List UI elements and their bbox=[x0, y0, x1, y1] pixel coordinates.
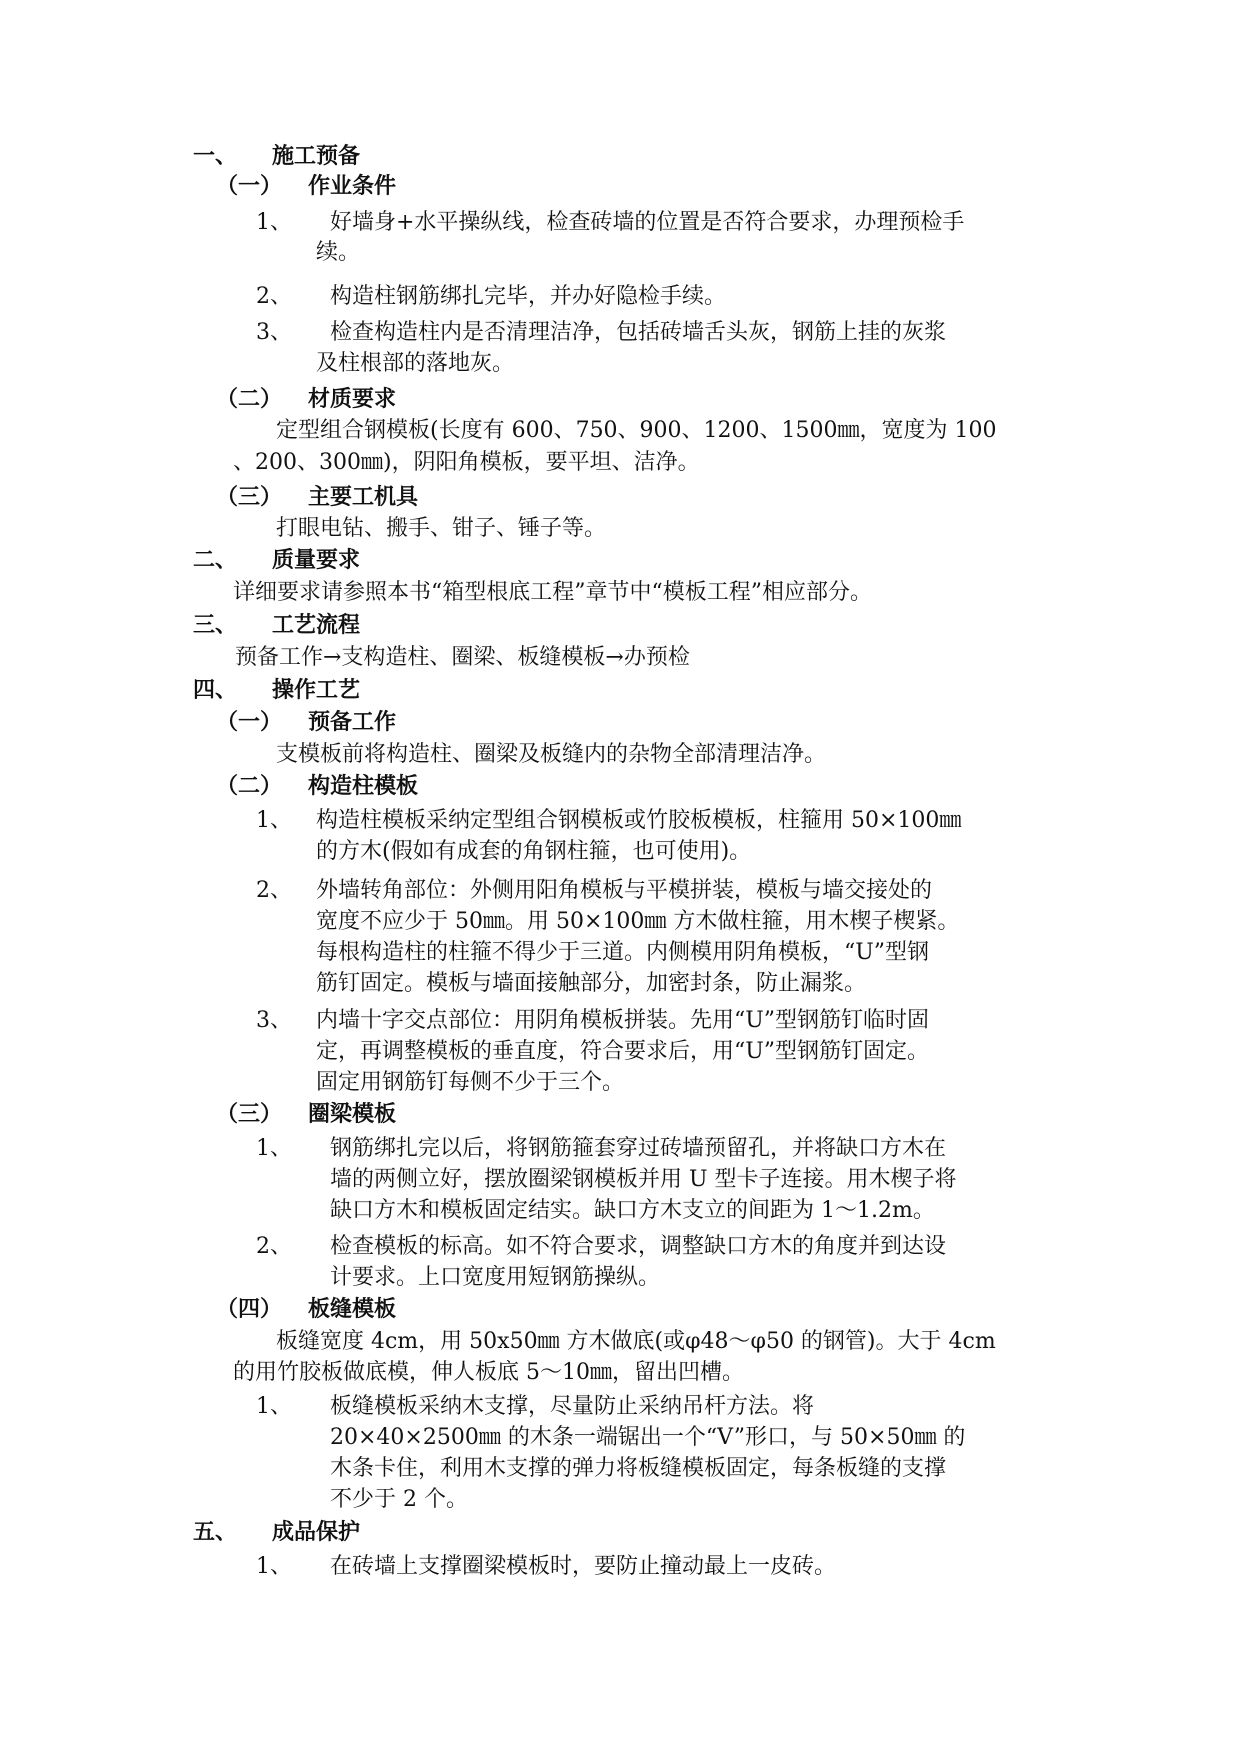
item-text: 每根构造柱的柱箍不得少于三道。内侧模用阴角模板，“U”型钢 bbox=[316, 940, 930, 965]
item-number: 3、 bbox=[256, 1008, 292, 1033]
item-text: 20×40×2500㎜ 的木条一端锯出一个“V”形口，与 50×50㎜ 的 bbox=[330, 1425, 966, 1450]
section-5-title: 成品保护 bbox=[272, 1520, 361, 1545]
subsection-4-2-title: 构造柱模板 bbox=[308, 774, 419, 799]
subsection-4-4-number: （四） bbox=[216, 1297, 283, 1322]
section-5-number: 五、 bbox=[193, 1520, 238, 1545]
item-text: 构造柱钢筋绑扎完毕，并办好隐检手续。 bbox=[330, 284, 727, 309]
subsection-1-2-title: 材质要求 bbox=[308, 387, 397, 412]
item-text: 墙的两侧立好，摆放圈梁钢模板并用 U 型卡子连接。用木楔子将 bbox=[330, 1167, 957, 1192]
item-text: 外墙转角部位：外侧用阳角模板与平模拼装，模板与墙交接处的 bbox=[316, 878, 933, 903]
paragraph: 板缝宽度 4cm，用 50x50㎜ 方木做底(或φ48～φ50 的钢管)。大于 4cm bbox=[276, 1329, 996, 1354]
subsection-1-1-number: （一） bbox=[216, 174, 283, 199]
paragraph: 的用竹胶板做底模，伸人板底 5～10㎜，留出凹槽。 bbox=[233, 1360, 744, 1385]
item-text: 定，再调整模板的垂直度，符合要求后，用“U”型钢筋钉固定。 bbox=[316, 1039, 930, 1064]
item-text: 好墙身+水平操纵线，检查砖墙的位置是否符合要求，办理预检手 bbox=[330, 210, 965, 235]
item-text: 木条卡住，利用木支撑的弹力将板缝模板固定，每条板缝的支撑 bbox=[330, 1456, 947, 1481]
paragraph: 、200、300㎜)，阴阳角模板，要平坦、洁净。 bbox=[233, 450, 700, 475]
subsection-4-3-title: 圈梁模板 bbox=[308, 1102, 397, 1127]
section-2-number: 二、 bbox=[193, 548, 238, 573]
subsection-1-1-title: 作业条件 bbox=[308, 174, 397, 199]
section-4-number: 四、 bbox=[193, 678, 238, 703]
item-text: 检查构造柱内是否清理洁净，包括砖墙舌头灰，钢筋上挂的灰浆 bbox=[330, 320, 947, 345]
item-number: 1、 bbox=[256, 1136, 292, 1161]
section-4-title: 操作工艺 bbox=[272, 678, 361, 703]
subsection-4-1-title: 预备工作 bbox=[308, 710, 397, 735]
item-number: 3、 bbox=[256, 320, 292, 345]
item-number: 1、 bbox=[256, 210, 292, 235]
subsection-1-3-title: 主要工机具 bbox=[308, 485, 419, 510]
subsection-1-2-number: （二） bbox=[216, 387, 283, 412]
item-text: 的方木(假如有成套的角钢柱箍，也可使用)。 bbox=[316, 839, 752, 864]
item-text: 不少于 2 个。 bbox=[330, 1487, 468, 1512]
item-text: 固定用钢筋钉每侧不少于三个。 bbox=[316, 1070, 625, 1095]
item-text: 检查模板的标高。如不符合要求，调整缺口方木的角度并到达设 bbox=[330, 1234, 947, 1259]
subsection-4-3-number: （三） bbox=[216, 1102, 283, 1127]
item-text: 宽度不应少于 50㎜。用 50×100㎜ 方木做柱箍，用木楔子楔紧。 bbox=[316, 909, 960, 934]
section-3-title: 工艺流程 bbox=[272, 613, 361, 638]
paragraph: 预备工作→支构造柱、圈梁、板缝模板→办预检 bbox=[235, 645, 690, 670]
item-number: 1、 bbox=[256, 808, 292, 833]
item-text: 在砖墙上支撑圈梁模板时，要防止撞动最上一皮砖。 bbox=[330, 1554, 837, 1579]
item-text: 计要求。上口宽度用短钢筋操纵。 bbox=[330, 1265, 661, 1290]
section-1-number: 一、 bbox=[193, 144, 238, 169]
subsection-4-4-title: 板缝模板 bbox=[308, 1297, 397, 1322]
subsection-1-3-number: （三） bbox=[216, 485, 283, 510]
paragraph: 打眼电钻、搬手、钳子、锤子等。 bbox=[276, 516, 607, 541]
item-text: 及柱根部的落地灰。 bbox=[316, 351, 515, 376]
item-text: 续。 bbox=[316, 240, 361, 265]
item-number: 1、 bbox=[256, 1394, 292, 1419]
item-number: 2、 bbox=[256, 878, 292, 903]
item-number: 1、 bbox=[256, 1554, 292, 1579]
subsection-4-1-number: （一） bbox=[216, 710, 283, 735]
item-text: 钢筋绑扎完以后，将钢筋箍套穿过砖墙预留孔，并将缺口方木在 bbox=[330, 1136, 947, 1161]
subsection-4-2-number: （二） bbox=[216, 774, 283, 799]
item-text: 缺口方木和模板固定结实。缺口方木支立的间距为 1～1.2m。 bbox=[330, 1198, 935, 1223]
item-number: 2、 bbox=[256, 1234, 292, 1259]
item-text: 构造柱模板采纳定型组合钢模板或竹胶板模板，柱箍用 50×100㎜ bbox=[316, 808, 962, 833]
section-2-title: 质量要求 bbox=[272, 548, 361, 573]
section-3-number: 三、 bbox=[193, 613, 238, 638]
paragraph: 详细要求请参照本书“箱型根底工程”章节中“模板工程”相应部分。 bbox=[233, 580, 872, 605]
paragraph: 定型组合钢模板(长度有 600、750、900、1200、1500㎜，宽度为 100 bbox=[276, 418, 997, 443]
item-text: 板缝模板采纳木支撑，尽量防止采纳吊杆方法。将 bbox=[330, 1394, 815, 1419]
item-text: 筋钉固定。模板与墙面接触部分，加密封条，防止漏浆。 bbox=[316, 971, 867, 996]
item-text: 内墙十字交点部位：用阴角模板拼装。先用“U”型钢筋钉临时固 bbox=[316, 1008, 930, 1033]
paragraph: 支模板前将构造柱、圈梁及板缝内的杂物全部清理洁净。 bbox=[276, 742, 827, 767]
item-number: 2、 bbox=[256, 284, 292, 309]
section-1-title: 施工预备 bbox=[272, 144, 361, 169]
